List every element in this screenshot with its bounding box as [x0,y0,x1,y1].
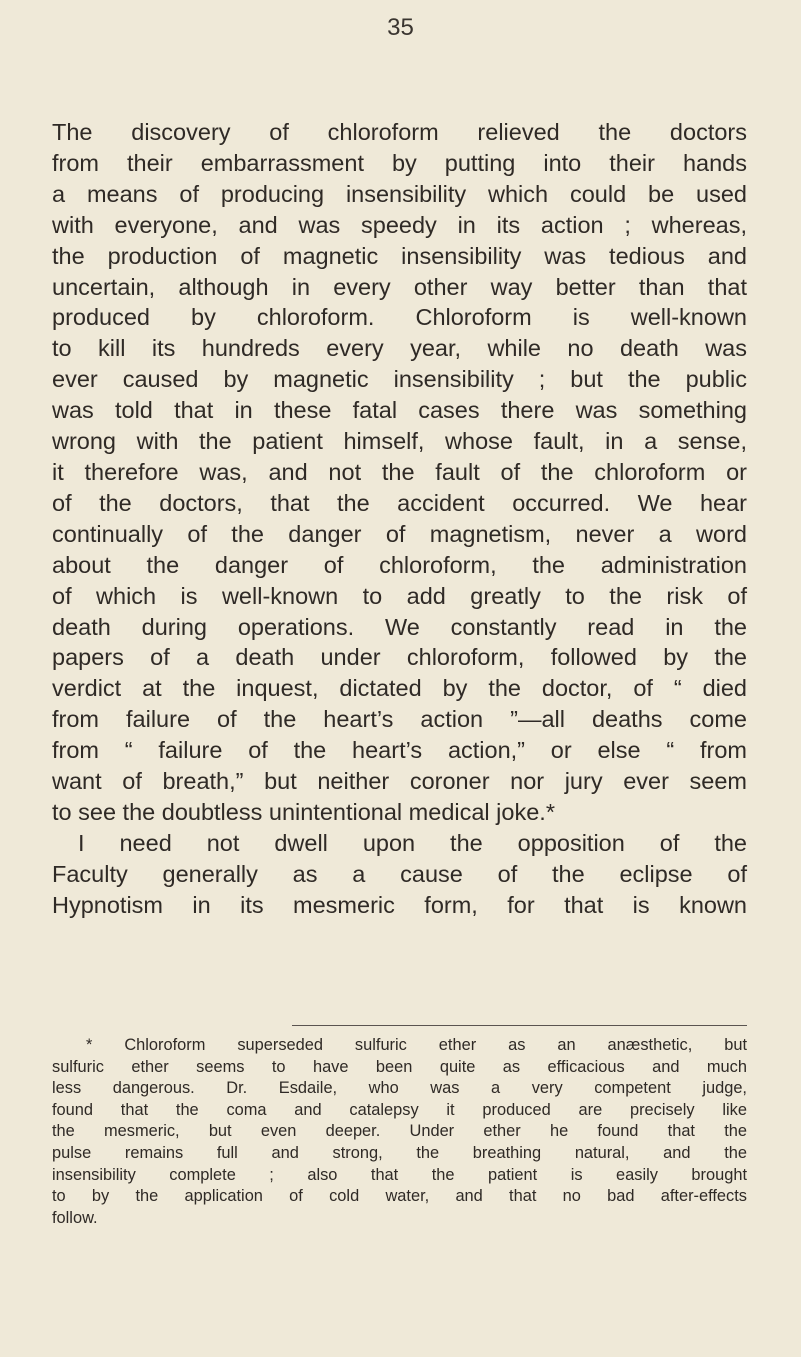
text-line: want of breath,” but neither coroner nor jury ever seem [52,768,747,795]
text-line: it therefore was, and not the fault of the chloroform or [52,458,747,485]
text-line: from their embarrassment by putting into their hands [52,149,747,176]
text-line: with everyone, and was speedy in its action ; whereas, [52,211,747,238]
text-line: continually of the danger of magnetism, never a word [52,520,747,547]
footnote-line: insensibility complete ; also that the patient is easily brought [52,1165,747,1184]
footnote [52,1035,747,1229]
footnote-line: the mesmeric, but even deeper. Under ether he found that the [52,1122,747,1141]
footnote-line: to by the application of cold water, and that no bad after-effects [52,1187,747,1206]
text-line: the production of magnetic insensibility was tedious and [52,242,747,269]
text-line: Faculty generally as a cause of the eclipse of [52,860,747,887]
page-number: 35 [387,14,414,41]
text-line: I need not dwell upon the opposition of the [78,829,747,856]
text-line: from failure of the heart’s action ”—all deaths come [52,706,747,733]
text-line: produced by chloroform. Chloroform is well-known [52,304,747,331]
footnote-divider [292,1025,747,1026]
text-line: about the danger of chloroform, the administration [52,551,747,578]
text-line: death during operations. We constantly read in the [52,613,747,640]
footnote-line: follow. [52,1208,98,1227]
text-line: of the doctors, that the accident occurred. We hear [52,489,747,516]
text-line: ever caused by magnetic insensibility ; but the public [52,366,747,393]
text-line: a means of producing insensibility which could be used [52,180,747,207]
footnote-line: * Chloroform superseded sulfuric ether as an anæsthetic, but [86,1036,747,1054]
footnote-line: less dangerous. Dr. Esdaile, who was a very competent judge, [52,1079,747,1098]
text-line: The discovery of chloroform relieved the doctors [52,119,747,145]
main-text [52,117,747,921]
footnote-line: found that the coma and catalepsy it produced are precisely like [52,1100,747,1119]
text-line: was told that in these fatal cases there was something [52,397,747,424]
footnote-line: pulse remains full and strong, the breathing natural, and the [52,1143,747,1162]
footnote-line: sulfuric ether seems to have been quite as efficacious and much [52,1057,747,1076]
text-line: uncertain, although in every other way better than that [52,273,747,300]
text-line: Hypnotism in its mesmeric form, for that is known [52,891,747,918]
text-line: papers of a death under chloroform, followed by the [52,644,747,671]
text-line: wrong with the patient himself, whose fault, in a sense, [52,428,747,455]
text-line: to kill its hundreds every year, while no death was [52,335,747,362]
text-line: of which is well-known to add greatly to the risk of [52,582,747,609]
text-line: from “ failure of the heart’s action,” or else “ from [52,737,747,764]
text-line: verdict at the inquest, dictated by the doctor, of “ died [52,675,747,702]
text-line: to see the doubtless unintentional medical joke.* [52,798,555,825]
